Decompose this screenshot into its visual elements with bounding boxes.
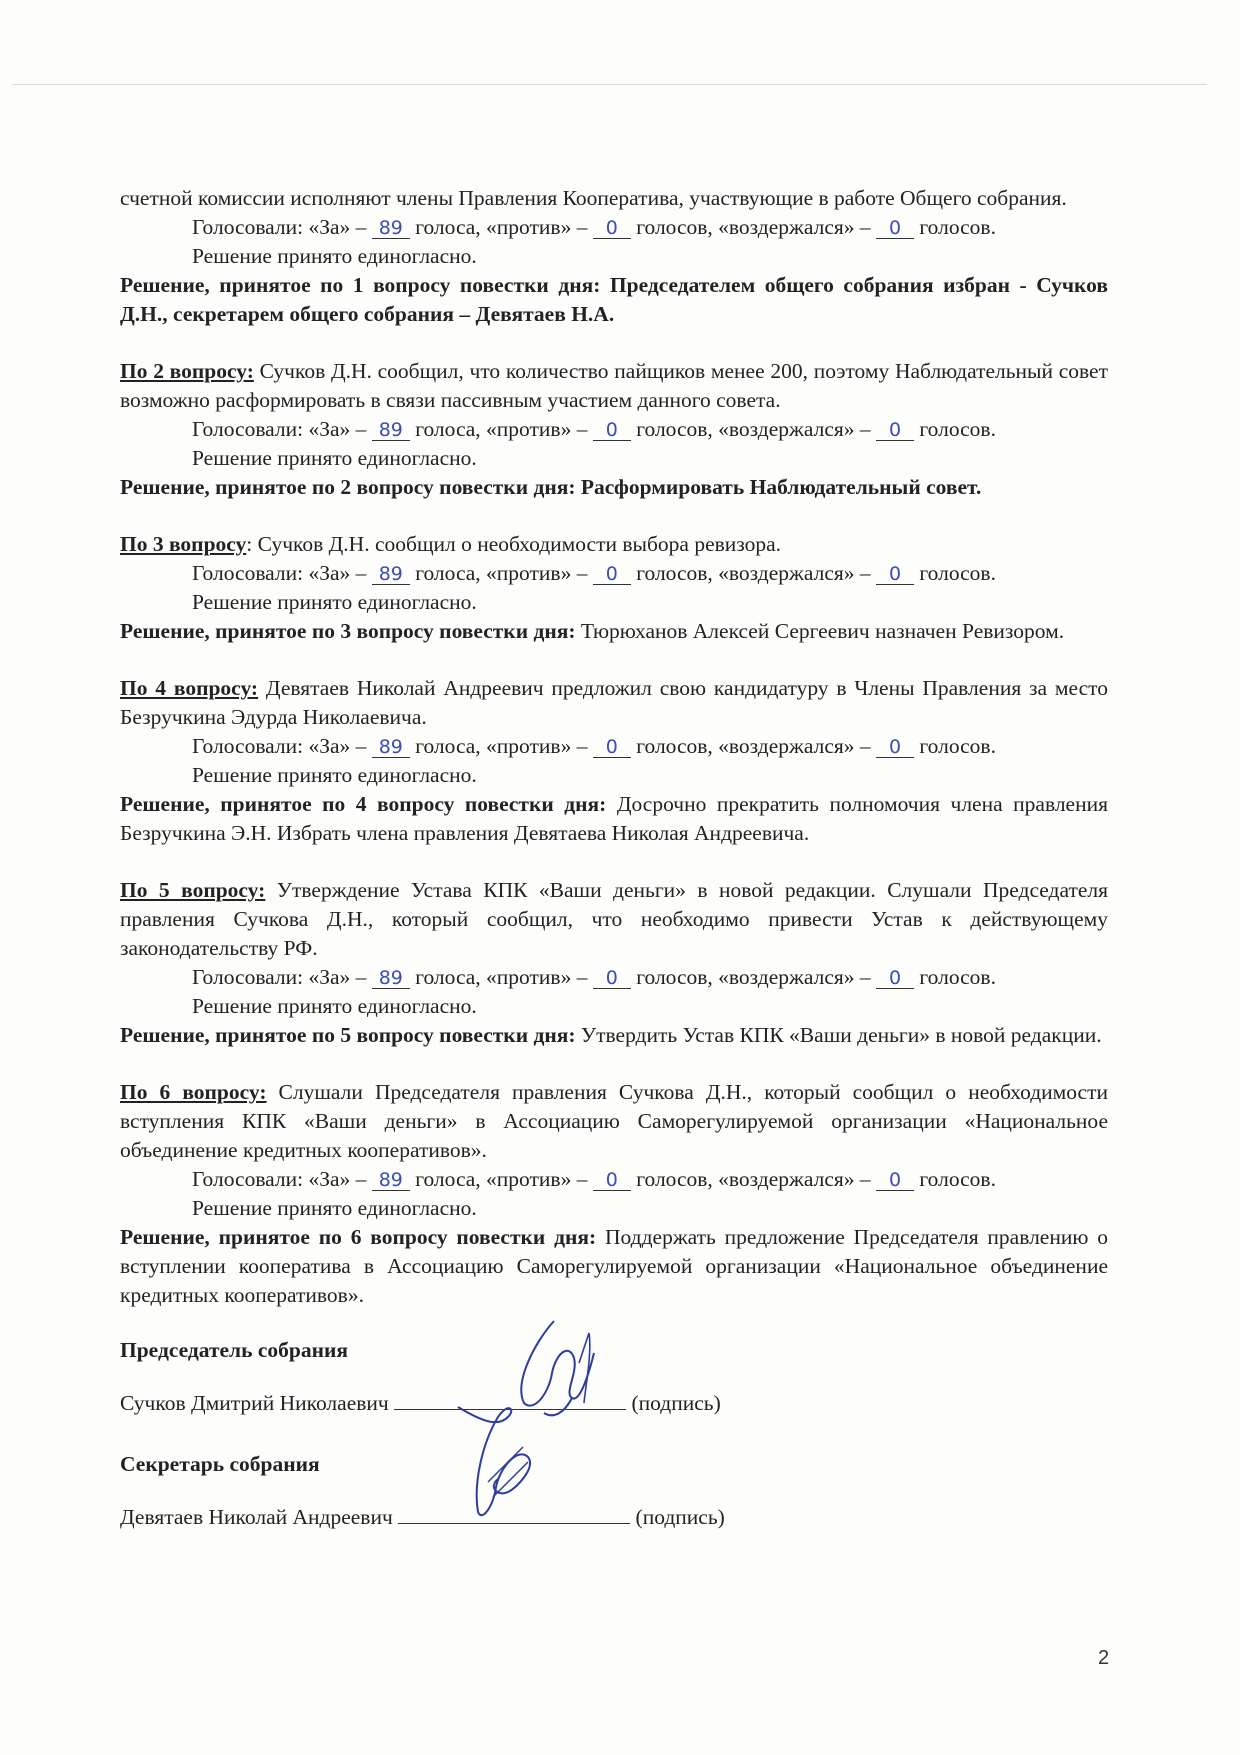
vote-label-end: голосов. <box>914 215 996 239</box>
vote-label-for: Голосовали: «За» – <box>192 215 372 239</box>
secretary-name: Девятаев Николай Андреевич <box>120 1505 393 1529</box>
decision <box>120 790 1108 848</box>
secretary-title: Секретарь собрания <box>120 1452 320 1476</box>
vote-line <box>120 732 1108 761</box>
vote-label-abstain: голосов, «воздержался» – <box>630 561 876 585</box>
vote-label-end: голосов. <box>914 1167 996 1191</box>
question-6-section <box>120 1078 1108 1310</box>
vote-line <box>120 415 1108 444</box>
vote-count-against: 0 <box>593 1170 631 1191</box>
question-heading: По 5 вопросу: <box>120 878 266 902</box>
vote-label-end: голосов. <box>914 417 996 441</box>
vote-count-against: 0 <box>593 564 631 585</box>
vote-count-for: 89 <box>372 218 410 239</box>
decision <box>120 617 1108 646</box>
vote-label-end: голосов. <box>914 561 996 585</box>
chair-signature-blank <box>394 1391 626 1410</box>
unanimous-note: Решение принято единогласно. <box>192 590 477 614</box>
vote-label-against: голоса, «против» – <box>409 561 593 585</box>
secretary-signature-blank <box>398 1505 630 1524</box>
decision-label: Решение, принятое по 3 вопросу повестки дня: <box>120 619 576 643</box>
vote-label-abstain: голосов, «воздержался» – <box>630 1167 876 1191</box>
vote-label-end: голосов. <box>914 965 996 989</box>
decision-text: Поддержать предложение Председателя правлению о вступлении кооператива в Ассоциацию Саморегулируемой организации «Национальное объединение кредитных кооперативов». <box>120 1225 1108 1307</box>
scan-top-edge <box>12 84 1207 85</box>
chair-name: Сучков Дмитрий Николаевич <box>120 1391 389 1415</box>
question-heading: По 4 вопросу: <box>120 676 259 700</box>
unanimous-note: Решение принято единогласно. <box>192 1196 477 1220</box>
section-gap <box>120 1050 1108 1078</box>
question-5-section <box>120 876 1108 1050</box>
unanimous-note: Решение принято единогласно. <box>192 446 477 470</box>
vote-label-for: Голосовали: «За» – <box>192 1167 372 1191</box>
section-gap <box>120 329 1108 357</box>
decision-label: Решение, принятое по 6 вопросу повестки дня: <box>120 1225 597 1249</box>
section-gap <box>120 646 1108 674</box>
question-heading: По 3 вопросу <box>120 532 247 556</box>
document-page <box>120 184 1108 1564</box>
section-gap <box>120 848 1108 876</box>
vote-label-for: Голосовали: «За» – <box>192 734 372 758</box>
chair-signature-hint: (подпись) <box>631 1391 721 1415</box>
question-text <box>120 876 1108 963</box>
signature-block <box>120 1336 1108 1532</box>
vote-label-for: Голосовали: «За» – <box>192 561 372 585</box>
vote-label-against: голоса, «против» – <box>409 1167 593 1191</box>
question-body: Девятаев Николай Андреевич предложил свою кандидатуру в Члены Правления за место Безручкина Эдурда Николаевича. <box>120 676 1109 729</box>
vote-count-abstain: 0 <box>876 420 914 441</box>
secretary-signature-hint: (подпись) <box>635 1505 725 1529</box>
vote-label-abstain: голосов, «воздержался» – <box>630 965 876 989</box>
question-text <box>120 530 1108 559</box>
vote-label-against: голоса, «против» – <box>409 417 593 441</box>
vote-count-abstain: 0 <box>876 737 914 758</box>
unanimous-note: Решение принято единогласно. <box>192 763 477 787</box>
decision <box>120 1021 1108 1050</box>
unanimous-note: Решение принято единогласно. <box>192 994 477 1018</box>
question-4-section <box>120 674 1108 848</box>
decision-label: Решение, принятое по 5 вопросу повестки дня: <box>120 1023 576 1047</box>
question-text <box>120 357 1108 415</box>
vote-label-abstain: голосов, «воздержался» – <box>630 215 876 239</box>
question-body: Слушали Председателя правления Сучкова Д.Н., который сообщил о необходимости вступления КПК «Ваши деньги» в Ассоциацию Саморегулируемой организации «Национальное объединение кредитных кооперативов». <box>120 1080 1108 1162</box>
decision-text: Досрочно прекратить полномочия члена правления Безручкина Э.Н. Избрать члена правления Девятаева Николая Андреевича. <box>120 792 1108 845</box>
unanimous-note: Решение принято единогласно. <box>192 244 477 268</box>
vote-line <box>120 1165 1108 1194</box>
vote-label-abstain: голосов, «воздержался» – <box>630 417 876 441</box>
secretary-signature-line <box>120 1503 1108 1532</box>
vote-count-for: 89 <box>372 968 410 989</box>
section-gap <box>120 502 1108 530</box>
vote-count-abstain: 0 <box>876 968 914 989</box>
vote-line <box>120 559 1108 588</box>
decision <box>120 473 1108 502</box>
question-2-section <box>120 357 1108 502</box>
question-body: Утверждение Устава КПК «Ваши деньги» в новой редакции. Слушали Председателя правления Сучкова Д.Н., который сообщил, что необходимо привести Устав к действующему законодательству РФ. <box>120 878 1109 960</box>
vote-label-for: Голосовали: «За» – <box>192 417 372 441</box>
decision-label: Решение, принятое по 4 вопросу повестки дня: <box>120 792 607 816</box>
decision-label: Решение, принятое по 2 вопросу повестки дня: Расформировать Наблюдательный совет. <box>120 475 982 499</box>
vote-count-against: 0 <box>593 420 631 441</box>
decision-text: Утвердить Устав КПК «Ваши деньги» в новой редакции. <box>575 1023 1102 1047</box>
vote-label-against: голоса, «против» – <box>409 215 593 239</box>
vote-count-for: 89 <box>372 737 410 758</box>
intro-text: счетной комиссии исполняют члены Правления Кооператива, участвующие в работе Общего собрания. <box>120 186 1067 210</box>
question-body: : Сучков Д.Н. сообщил о необходимости выбора ревизора. <box>246 532 782 556</box>
vote-count-against: 0 <box>593 737 631 758</box>
question-heading: По 6 вопросу: <box>120 1080 267 1104</box>
chair-signature-line <box>120 1389 1108 1418</box>
vote-count-abstain: 0 <box>876 564 914 585</box>
vote-count-for: 89 <box>372 420 410 441</box>
page-number: 2 <box>1098 1647 1110 1669</box>
vote-label-against: голоса, «против» – <box>409 965 593 989</box>
vote-label-for: Голосовали: «За» – <box>192 965 372 989</box>
question-text <box>120 674 1108 732</box>
decision-text: Тюрюханов Алексей Сергеевич назначен Ревизором. <box>575 619 1065 643</box>
vote-count-for: 89 <box>372 564 410 585</box>
vote-label-against: голоса, «против» – <box>409 734 593 758</box>
question-1-section <box>120 184 1108 329</box>
chair-title: Председатель собрания <box>120 1338 349 1362</box>
chair-signature-image <box>494 1313 614 1423</box>
vote-count-abstain: 0 <box>876 1170 914 1191</box>
question-body: Сучков Д.Н. сообщил, что количество пайщиков менее 200, поэтому Наблюдательный совет возможно расформировать в связи пассивным участием данного совета. <box>120 359 1108 412</box>
vote-label-end: голосов. <box>914 734 996 758</box>
decision <box>120 1223 1108 1310</box>
vote-count-abstain: 0 <box>876 218 914 239</box>
vote-count-for: 89 <box>372 1170 410 1191</box>
decision-1: Решение, принятое по 1 вопросу повестки дня: Председателем общего собрания избран - Сучков Д.Н., секретарем общего собрания – Девятаев Н.А. <box>120 273 1108 326</box>
vote-label-abstain: голосов, «воздержался» – <box>630 734 876 758</box>
vote-line <box>120 963 1108 992</box>
question-text <box>120 1078 1108 1165</box>
questions-list <box>120 329 1108 1310</box>
vote-count-against: 0 <box>593 968 631 989</box>
question-3-section <box>120 530 1108 646</box>
question-heading: По 2 вопросу: <box>120 359 254 383</box>
vote-line <box>120 213 1108 242</box>
vote-count-against: 0 <box>593 218 631 239</box>
